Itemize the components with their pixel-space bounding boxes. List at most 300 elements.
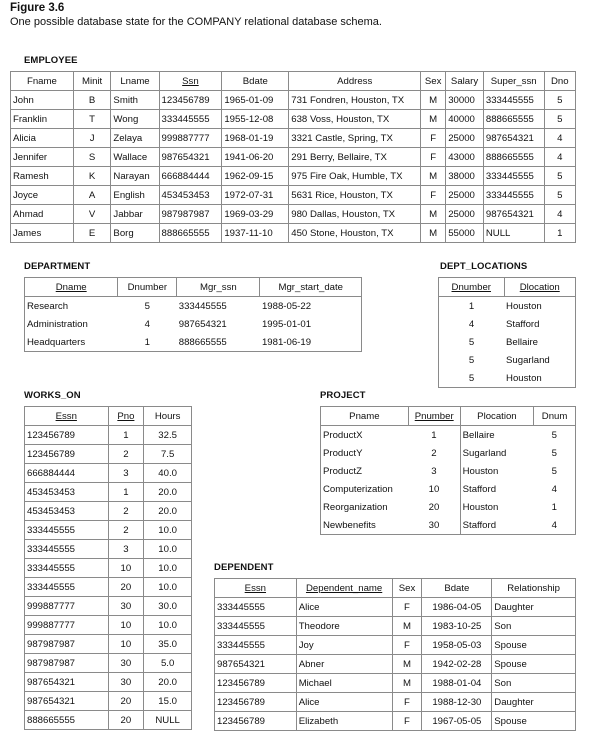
table-cell: K xyxy=(73,167,111,186)
table-cell: F xyxy=(421,186,446,205)
table-row xyxy=(215,636,576,655)
table-cell: Son xyxy=(492,617,576,636)
table-cell: 4 xyxy=(144,318,150,330)
table-cell: 987654321 xyxy=(483,205,544,224)
table-row xyxy=(321,462,576,480)
employee-col-sex: Sex xyxy=(421,72,446,91)
table-cell: 5 xyxy=(439,369,505,388)
table-cell: S xyxy=(73,148,111,167)
table-cell: 3 xyxy=(431,465,437,477)
table-cell: Houston xyxy=(504,369,575,388)
table-cell: 10.0 xyxy=(144,578,192,597)
table-row xyxy=(439,315,576,333)
table-cell: 40000 xyxy=(446,110,484,129)
table-row xyxy=(25,578,192,597)
department-col-dname: Dname xyxy=(25,278,118,297)
table-cell: 20 xyxy=(428,501,440,513)
table-cell: Spouse xyxy=(492,655,576,674)
table-cell: Jabbar xyxy=(111,205,159,224)
table-row xyxy=(25,616,192,635)
table-cell: 333445555 xyxy=(159,110,222,129)
table-cell: 1 xyxy=(534,498,576,516)
table-cell: 30.0 xyxy=(144,597,192,616)
table-cell: Abner xyxy=(296,655,392,674)
table-cell: Joyce xyxy=(11,186,74,205)
table-row xyxy=(25,464,192,483)
table-cell: 20 xyxy=(108,578,144,597)
table-cell: 453453453 xyxy=(25,502,109,521)
table-row xyxy=(25,673,192,692)
table-cell: ProductX xyxy=(321,426,409,445)
table-cell: Reorganization xyxy=(321,498,409,516)
table-cell: 731 Fondren, Houston, TX xyxy=(289,91,421,110)
project-header-row xyxy=(321,407,576,426)
table-cell: 888665555 xyxy=(483,148,544,167)
table-row xyxy=(25,502,192,521)
table-row xyxy=(25,521,192,540)
dependent-col-dependent-name: Dependent_name xyxy=(296,579,392,598)
table-cell: 123456789 xyxy=(215,674,297,693)
table-cell: 333445555 xyxy=(483,167,544,186)
table-row xyxy=(439,369,576,388)
table-cell: 1962-09-15 xyxy=(222,167,289,186)
table-row xyxy=(439,351,576,369)
table-cell: John xyxy=(11,91,74,110)
table-cell: 123456789 xyxy=(215,712,297,731)
table-cell: Stafford xyxy=(504,315,575,333)
table-cell: M xyxy=(392,617,422,636)
project-col-plocation: Plocation xyxy=(460,407,534,426)
employee-col-super-ssn: Super_ssn xyxy=(483,72,544,91)
table-cell: Michael xyxy=(296,674,392,693)
table-cell: T xyxy=(73,110,111,129)
department-title: DEPARTMENT xyxy=(24,261,91,272)
table-cell: 20.0 xyxy=(144,483,192,502)
table-cell: 1965-01-09 xyxy=(222,91,289,110)
department-col-dnumber: Dnumber xyxy=(118,278,177,297)
dependent-table xyxy=(214,578,576,731)
table-row xyxy=(25,315,362,333)
table-row xyxy=(25,692,192,711)
table-cell: 123456789 xyxy=(25,426,109,445)
works-on-col-pno: Pno xyxy=(108,407,144,426)
table-cell: 123456789 xyxy=(215,693,297,712)
dept-locations-title: DEPT_LOCATIONS xyxy=(440,261,528,272)
table-cell: ProductZ xyxy=(321,462,409,480)
works-on-table xyxy=(24,406,192,730)
table-cell: Administration xyxy=(25,315,118,333)
table-cell: 5 xyxy=(544,167,575,186)
table-cell: Alice xyxy=(296,598,392,617)
table-cell: 333445555 xyxy=(178,300,227,312)
table-row xyxy=(25,483,192,502)
table-cell: Spouse xyxy=(492,636,576,655)
table-row xyxy=(321,444,576,462)
table-cell: Houston xyxy=(460,498,534,516)
employee-col-ssn: Ssn xyxy=(159,72,222,91)
table-cell: 4 xyxy=(534,516,576,535)
table-cell: Bellaire xyxy=(460,426,534,445)
table-cell: 333445555 xyxy=(25,559,109,578)
works-on-title: WORKS_ON xyxy=(24,390,81,401)
table-cell: NULL xyxy=(483,224,544,243)
table-cell: Ramesh xyxy=(11,167,74,186)
dept-locations-table xyxy=(438,277,576,388)
dept-locations-col-dnumber: Dnumber xyxy=(439,278,505,297)
table-row xyxy=(25,597,192,616)
table-row xyxy=(25,297,362,316)
project-col-pnumber: Pnumber xyxy=(408,407,460,426)
table-row xyxy=(215,598,576,617)
table-cell: 10 xyxy=(108,559,144,578)
table-cell: 999887777 xyxy=(25,616,109,635)
table-cell: 638 Voss, Houston, TX xyxy=(289,110,421,129)
figure-label: Figure 3.6 xyxy=(10,2,65,14)
table-cell: Research xyxy=(25,297,118,316)
table-cell: 123456789 xyxy=(159,91,222,110)
table-cell: 40.0 xyxy=(144,464,192,483)
project-col-dnum: Dnum xyxy=(534,407,576,426)
table-cell: Jennifer xyxy=(11,148,74,167)
table-row xyxy=(321,516,576,535)
table-cell: F xyxy=(421,129,446,148)
table-row xyxy=(25,445,192,464)
table-cell: B xyxy=(73,91,111,110)
table-cell: 1955-12-08 xyxy=(222,110,289,129)
table-row xyxy=(11,224,576,243)
table-cell: 1 xyxy=(108,483,144,502)
table-cell: J xyxy=(73,129,111,148)
employee-col-bdate: Bdate xyxy=(222,72,289,91)
table-row xyxy=(11,186,576,205)
works-on-header-row xyxy=(25,407,192,426)
employee-table xyxy=(10,71,576,243)
table-cell: 25000 xyxy=(446,205,484,224)
table-row xyxy=(215,617,576,636)
table-cell: 10.0 xyxy=(144,521,192,540)
table-cell: 1 xyxy=(108,426,144,445)
table-cell: Elizabeth xyxy=(296,712,392,731)
table-cell: Wallace xyxy=(111,148,159,167)
table-cell: 5 xyxy=(144,300,150,312)
table-row xyxy=(25,426,192,445)
employee-col-dno: Dno xyxy=(544,72,575,91)
table-cell: 10.0 xyxy=(144,559,192,578)
employee-title: EMPLOYEE xyxy=(24,55,78,66)
table-cell: 450 Stone, Houston, TX xyxy=(289,224,421,243)
table-cell: 5.0 xyxy=(144,654,192,673)
table-cell: 123456789 xyxy=(25,445,109,464)
table-cell: 3 xyxy=(108,464,144,483)
table-cell: 10.0 xyxy=(144,540,192,559)
table-cell: M xyxy=(421,167,446,186)
figure-caption: One possible database state for the COMPANY relational database schema. xyxy=(10,16,382,28)
table-cell: 10 xyxy=(108,635,144,654)
table-cell: 987654321 xyxy=(178,318,227,330)
department-col-mgr-ssn: Mgr_ssn xyxy=(177,278,260,297)
dependent-col-bdate: Bdate xyxy=(422,579,492,598)
table-cell: 4 xyxy=(534,480,576,498)
table-row xyxy=(25,654,192,673)
table-cell: 20.0 xyxy=(144,673,192,692)
table-cell: NULL xyxy=(144,711,192,730)
table-cell: 987987987 xyxy=(25,635,109,654)
table-cell: 333445555 xyxy=(25,578,109,597)
table-cell: Franklin xyxy=(11,110,74,129)
table-row xyxy=(25,540,192,559)
table-row xyxy=(25,711,192,730)
table-cell: 2 xyxy=(108,502,144,521)
table-cell: M xyxy=(421,205,446,224)
table-cell: 333445555 xyxy=(215,598,297,617)
table-row xyxy=(11,91,576,110)
department-table xyxy=(24,277,362,352)
table-cell: 1986-04-05 xyxy=(422,598,492,617)
project-col-pname: Pname xyxy=(321,407,409,426)
table-cell: 43000 xyxy=(446,148,484,167)
dependent-col-essn: Essn xyxy=(215,579,297,598)
table-cell: 30 xyxy=(108,597,144,616)
table-cell: A xyxy=(73,186,111,205)
table-cell: 1958-05-03 xyxy=(422,636,492,655)
table-cell: 3321 Castle, Spring, TX xyxy=(289,129,421,148)
project-table xyxy=(320,406,576,535)
dependent-title: DEPENDENT xyxy=(214,562,274,573)
table-cell: Stafford xyxy=(460,480,534,498)
table-cell: 25000 xyxy=(446,129,484,148)
table-cell: Daughter xyxy=(492,693,576,712)
table-cell: 5 xyxy=(439,351,505,369)
table-cell: 30 xyxy=(408,516,460,535)
table-cell: 666884444 xyxy=(159,167,222,186)
table-cell: Bellaire xyxy=(504,333,575,351)
table-cell: Houston xyxy=(460,462,534,480)
table-cell: 987654321 xyxy=(25,673,109,692)
table-cell: M xyxy=(421,91,446,110)
table-cell: 333445555 xyxy=(215,636,297,655)
table-row xyxy=(25,333,362,352)
works-on-col-essn: Essn xyxy=(25,407,109,426)
table-cell: 333445555 xyxy=(215,617,297,636)
table-cell: 1 xyxy=(431,429,437,441)
table-cell: F xyxy=(392,636,422,655)
table-cell: 5 xyxy=(534,426,576,445)
table-cell: 30000 xyxy=(446,91,484,110)
table-row xyxy=(321,480,576,498)
table-cell: 980 Dallas, Houston, TX xyxy=(289,205,421,224)
table-cell: James xyxy=(11,224,74,243)
table-cell: Daughter xyxy=(492,598,576,617)
table-cell: Computerization xyxy=(321,480,409,498)
table-cell: 1983-10-25 xyxy=(422,617,492,636)
table-cell: 1941-06-20 xyxy=(222,148,289,167)
table-cell: 7.5 xyxy=(144,445,192,464)
table-cell: 987654321 xyxy=(159,148,222,167)
table-cell: 10 xyxy=(428,483,440,495)
table-cell: 5631 Rice, Houston, TX xyxy=(289,186,421,205)
table-cell: 1968-01-19 xyxy=(222,129,289,148)
table-cell: 453453453 xyxy=(25,483,109,502)
table-row xyxy=(25,559,192,578)
table-cell: 291 Berry, Bellaire, TX xyxy=(289,148,421,167)
table-cell: 2 xyxy=(108,445,144,464)
table-cell: Zelaya xyxy=(111,129,159,148)
table-cell: 10.0 xyxy=(144,616,192,635)
table-cell: 1988-05-22 xyxy=(260,297,362,316)
table-cell: 30 xyxy=(108,654,144,673)
table-cell: F xyxy=(392,712,422,731)
table-cell: 888665555 xyxy=(159,224,222,243)
table-cell: 1988-01-04 xyxy=(422,674,492,693)
table-cell: M xyxy=(421,110,446,129)
employee-col-salary: Salary xyxy=(446,72,484,91)
table-cell: 5 xyxy=(544,110,575,129)
table-cell: M xyxy=(392,674,422,693)
table-cell: F xyxy=(392,693,422,712)
table-cell: 1981-06-19 xyxy=(260,333,362,352)
table-cell: 987987987 xyxy=(25,654,109,673)
employee-col-lname: Lname xyxy=(111,72,159,91)
table-row xyxy=(215,712,576,731)
table-cell: 10 xyxy=(108,616,144,635)
dependent-col-sex: Sex xyxy=(392,579,422,598)
table-cell: Alicia xyxy=(11,129,74,148)
table-cell: 1942-02-28 xyxy=(422,655,492,674)
table-cell: 5 xyxy=(439,333,505,351)
table-cell: 35.0 xyxy=(144,635,192,654)
works-on-col-hours: Hours xyxy=(144,407,192,426)
table-cell: 987654321 xyxy=(483,129,544,148)
table-cell: 1969-03-29 xyxy=(222,205,289,224)
table-cell: 975 Fire Oak, Humble, TX xyxy=(289,167,421,186)
employee-col-fname: Fname xyxy=(11,72,74,91)
table-cell: 1988-12-30 xyxy=(422,693,492,712)
table-cell: 1967-05-05 xyxy=(422,712,492,731)
table-cell: 3 xyxy=(108,540,144,559)
table-cell: 333445555 xyxy=(483,91,544,110)
table-row xyxy=(25,635,192,654)
table-cell: 888665555 xyxy=(25,711,109,730)
table-cell: F xyxy=(421,148,446,167)
table-cell: 2 xyxy=(431,447,437,459)
table-cell: 1 xyxy=(439,297,505,316)
table-row xyxy=(215,693,576,712)
table-row xyxy=(215,655,576,674)
table-cell: V xyxy=(73,205,111,224)
table-cell: Headquarters xyxy=(25,333,118,352)
table-cell: Houston xyxy=(504,297,575,316)
employee-header-row xyxy=(11,72,576,91)
table-cell: 25000 xyxy=(446,186,484,205)
table-cell: Son xyxy=(492,674,576,693)
table-row xyxy=(215,674,576,693)
table-cell: 4 xyxy=(544,148,575,167)
table-cell: Spouse xyxy=(492,712,576,731)
table-cell: 4 xyxy=(439,315,505,333)
table-row xyxy=(11,148,576,167)
table-row xyxy=(439,297,576,316)
table-cell: Alice xyxy=(296,693,392,712)
employee-col-address: Address xyxy=(289,72,421,91)
table-cell: ProductY xyxy=(321,444,409,462)
table-cell: 888665555 xyxy=(483,110,544,129)
table-cell: E xyxy=(73,224,111,243)
table-cell: English xyxy=(111,186,159,205)
table-cell: F xyxy=(392,598,422,617)
dependent-header-row xyxy=(215,579,576,598)
dependent-col-relationship: Relationship xyxy=(492,579,576,598)
table-cell: 15.0 xyxy=(144,692,192,711)
table-cell: Joy xyxy=(296,636,392,655)
dept-locations-col-dlocation: Dlocation xyxy=(504,278,575,297)
table-cell: 987654321 xyxy=(25,692,109,711)
table-row xyxy=(11,129,576,148)
table-row xyxy=(11,205,576,224)
table-cell: Newbenefits xyxy=(321,516,409,535)
table-cell: M xyxy=(392,655,422,674)
table-cell: Sugarland xyxy=(504,351,575,369)
table-cell: 987987987 xyxy=(159,205,222,224)
table-cell: 38000 xyxy=(446,167,484,186)
table-cell: Smith xyxy=(111,91,159,110)
table-cell: 5 xyxy=(544,91,575,110)
table-cell: 999887777 xyxy=(159,129,222,148)
table-cell: 4 xyxy=(544,205,575,224)
department-col-mgr-start-date: Mgr_start_date xyxy=(260,278,362,297)
dept-locations-header-row xyxy=(439,278,576,297)
table-cell: 20 xyxy=(108,692,144,711)
table-cell: 1995-01-01 xyxy=(260,315,362,333)
table-cell: 1937-11-10 xyxy=(222,224,289,243)
table-cell: Stafford xyxy=(460,516,534,535)
table-row xyxy=(11,167,576,186)
table-cell: 1972-07-31 xyxy=(222,186,289,205)
table-cell: 5 xyxy=(534,462,576,480)
table-row xyxy=(321,498,576,516)
table-cell: 20.0 xyxy=(144,502,192,521)
table-cell: 987654321 xyxy=(215,655,297,674)
table-cell: 453453453 xyxy=(159,186,222,205)
table-cell: Theodore xyxy=(296,617,392,636)
department-header-row xyxy=(25,278,362,297)
table-cell: 333445555 xyxy=(483,186,544,205)
table-cell: 55000 xyxy=(446,224,484,243)
table-cell: 999887777 xyxy=(25,597,109,616)
table-cell: Ahmad xyxy=(11,205,74,224)
table-row xyxy=(321,426,576,445)
table-cell: 5 xyxy=(534,444,576,462)
table-cell: 888665555 xyxy=(177,333,260,352)
table-cell: 2 xyxy=(108,521,144,540)
table-cell: 333445555 xyxy=(25,540,109,559)
table-row xyxy=(439,333,576,351)
table-cell: Narayan xyxy=(111,167,159,186)
table-cell: 4 xyxy=(544,129,575,148)
table-cell: 5 xyxy=(544,186,575,205)
table-cell: M xyxy=(421,224,446,243)
table-cell: Sugarland xyxy=(460,444,534,462)
table-cell: 30 xyxy=(108,673,144,692)
project-title: PROJECT xyxy=(320,390,366,401)
table-cell: 666884444 xyxy=(25,464,109,483)
table-cell: 1 xyxy=(544,224,575,243)
table-row xyxy=(11,110,576,129)
table-cell: Wong xyxy=(111,110,159,129)
table-cell: 32.5 xyxy=(144,426,192,445)
table-cell: Borg xyxy=(111,224,159,243)
table-cell: 333445555 xyxy=(25,521,109,540)
table-cell: 20 xyxy=(108,711,144,730)
